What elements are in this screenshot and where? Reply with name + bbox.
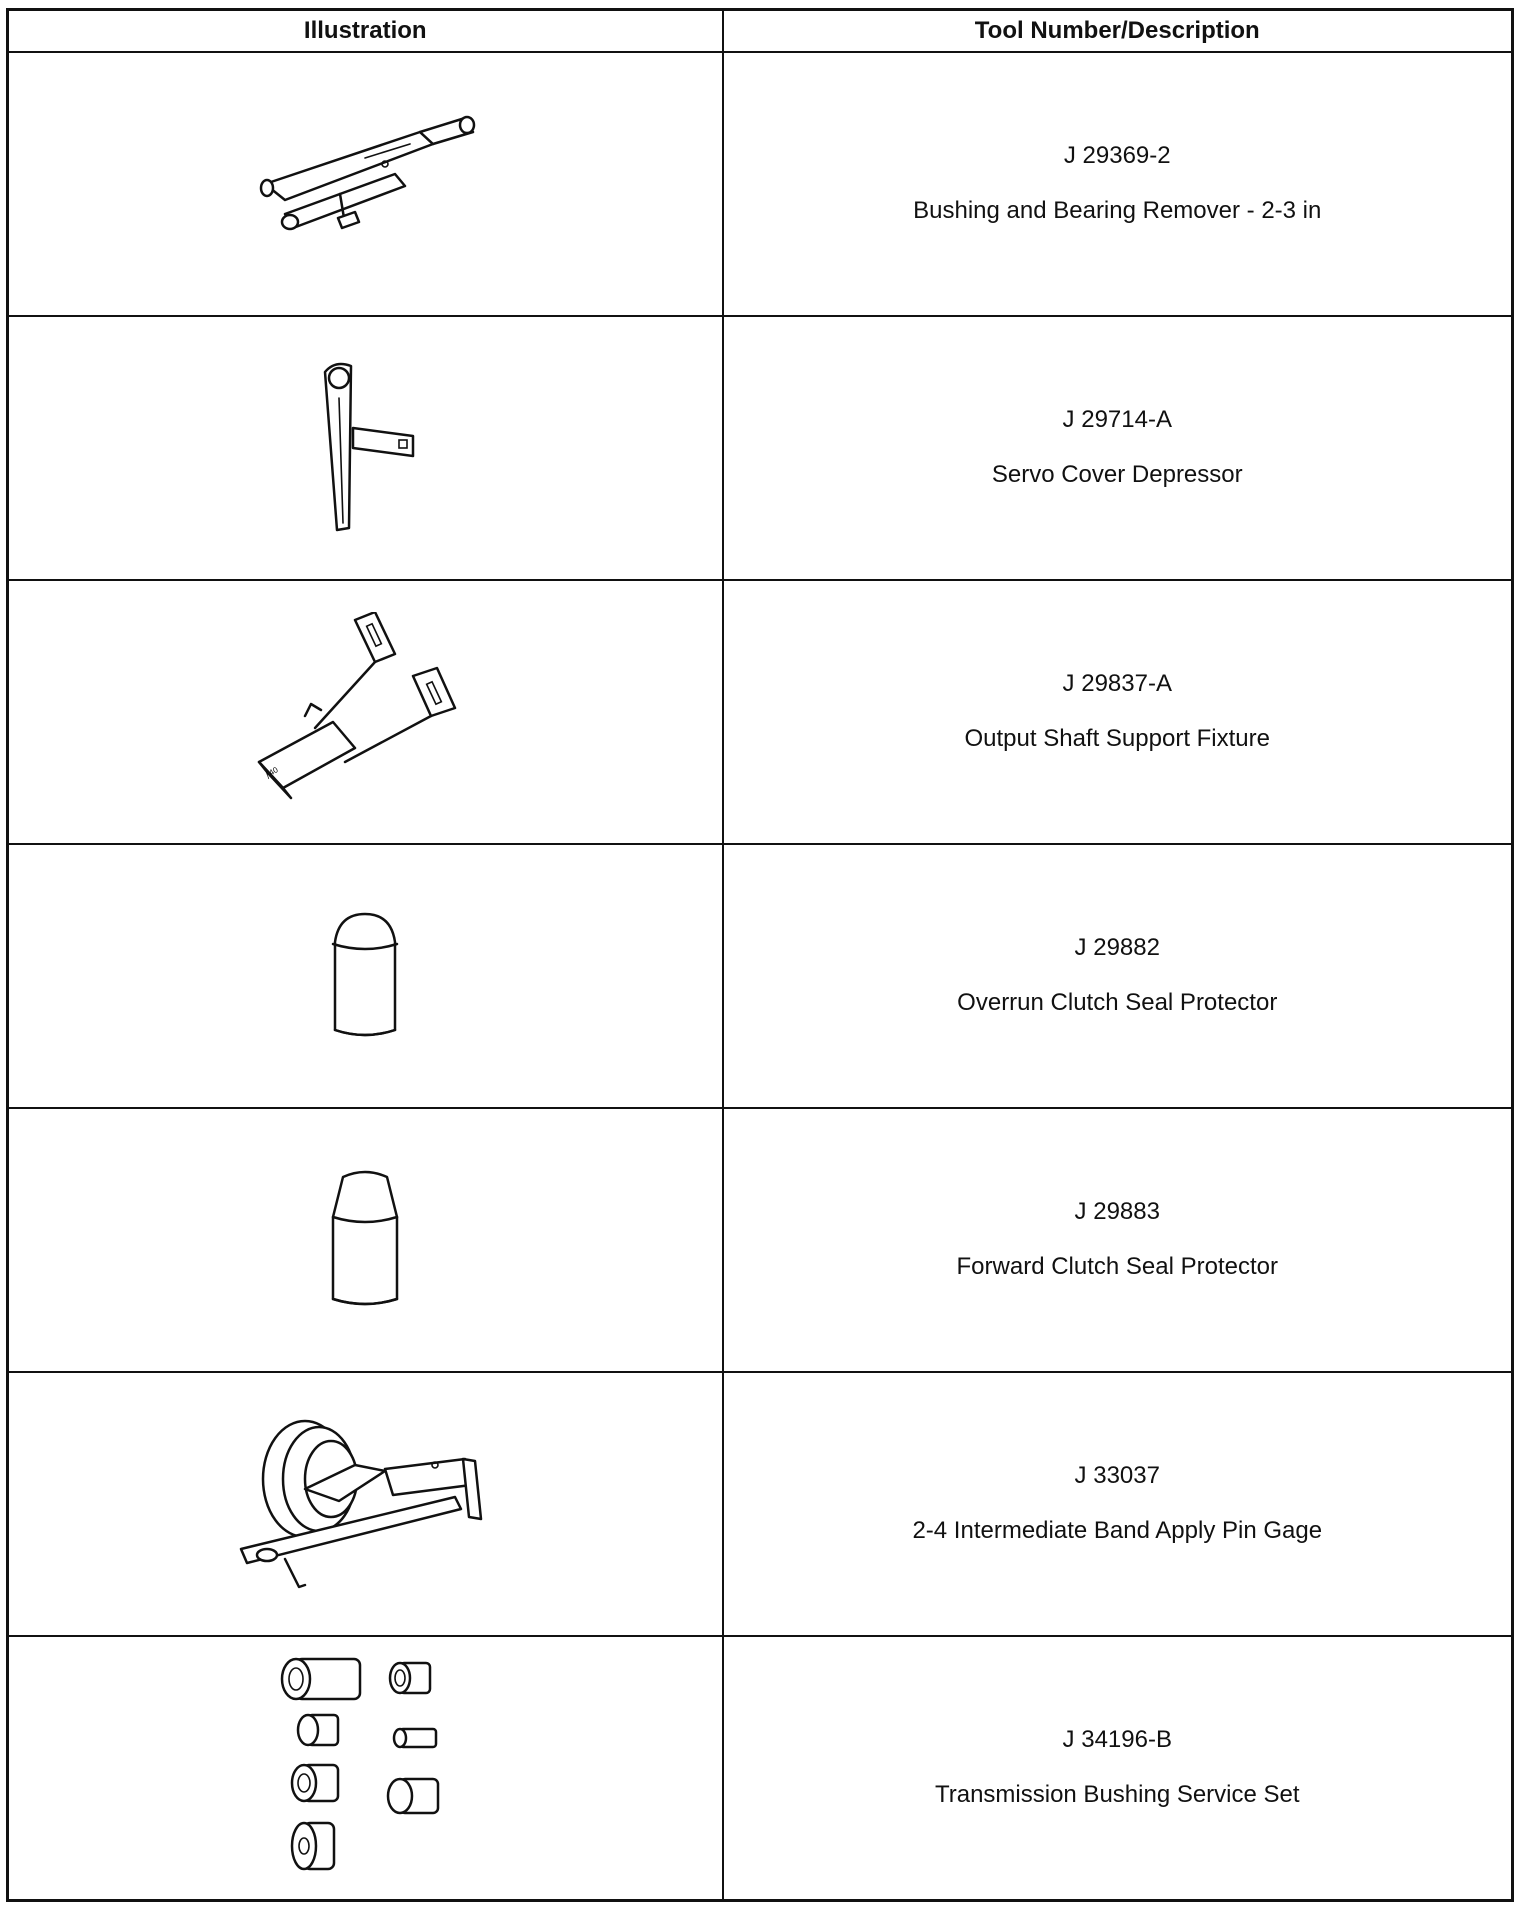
header-illustration: Illustration [8,10,723,53]
description-cell [723,580,1513,844]
bushing-bearing-remover-icon [245,114,485,254]
description-cell [723,52,1513,316]
table-row [8,1636,1513,1901]
table-row [8,52,1513,316]
forward-clutch-seal-protector-icon [305,1165,425,1315]
table-row [8,844,1513,1108]
description-cell [723,316,1513,580]
illustration-cell [8,580,723,844]
tool-description: Transmission Bushing Service Set [934,1780,1300,1808]
table-header-row [8,10,1513,53]
illustration-cell [8,1108,723,1372]
tool-number: J 29837-A [1062,670,1172,698]
description-cell [723,1636,1513,1901]
tool-number: J 34196-B [1062,1726,1172,1754]
tool-description: Forward Clutch Seal Protector [956,1252,1278,1280]
illustration-cell [8,1372,723,1636]
special-tools-table [6,8,1514,1902]
tool-number: J 29882 [1074,934,1160,962]
tool-number: J 33037 [1074,1462,1160,1490]
svg-text:ƒ40: ƒ40 [263,765,280,780]
tool-description: Bushing and Bearing Remover - 2-3 in [913,196,1322,224]
overrun-clutch-seal-protector-icon [305,906,425,1046]
servo-cover-depressor-icon [295,358,435,538]
illustration-cell [8,1636,723,1901]
description-cell [723,1372,1513,1636]
table-row [8,580,1513,844]
illustration-cell [8,52,723,316]
output-shaft-support-fixture-icon [245,612,485,812]
tool-description: 2-4 Intermediate Band Apply Pin Gage [912,1516,1323,1544]
description-cell [723,1108,1513,1372]
tool-description: Output Shaft Support Fixture [964,724,1270,752]
illustration-cell [8,316,723,580]
bushing-service-set-icon [260,1653,470,1883]
table-row [8,1372,1513,1636]
band-apply-pin-gage-icon [235,1409,495,1599]
table-row [8,316,1513,580]
tool-description: Overrun Clutch Seal Protector [957,988,1278,1016]
tool-number: J 29369-2 [1063,142,1171,170]
header-tool-number-description: Tool Number/Description [723,10,1513,53]
tool-description: Servo Cover Depressor [991,460,1243,488]
tool-number: J 29714-A [1062,406,1172,434]
description-cell [723,844,1513,1108]
illustration-cell [8,844,723,1108]
table-row [8,1108,1513,1372]
tool-number: J 29883 [1074,1198,1160,1226]
